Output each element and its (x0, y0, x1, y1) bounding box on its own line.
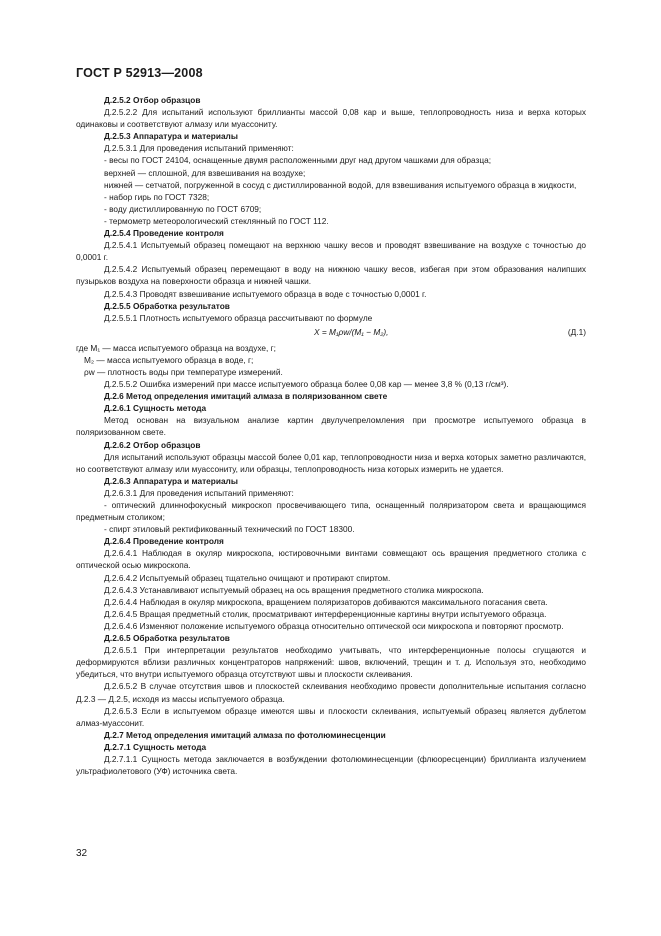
formula-expression: X = M₁ρw/(M₁ − M₂), (314, 326, 389, 337)
section-heading: Д.2.7 Метод определения имитаций алмаза по фотолюминесценции (104, 729, 386, 740)
section-heading: Д.2.6 Метод определения имитаций алмаза в поляризованном свете (104, 391, 388, 402)
paragraph: Д.2.6.4.2 Испытуемый образец тщательно очищают и протирают спиртом. (104, 572, 391, 583)
page-number: 32 (76, 848, 88, 859)
section-heading: Д.2.5.3 Аппаратура и материалы (104, 131, 238, 142)
document-body (76, 94, 586, 777)
section-heading: Д.2.6.1 Сущность метода (104, 403, 207, 414)
paragraph: - спирт этиловый ректификованный технический по ГОСТ 18300. (104, 524, 355, 535)
document-header: ГОСТ Р 52913—2008 (76, 66, 203, 80)
paragraph: Д.2.6.5.3 Если в испытуемом образце имеются швы и плоскости склеивания, испытуемый образец является дублетом алмаз-муассонит. (76, 705, 586, 728)
paragraph: где M₁ — масса испытуемого образца на воздухе, г; (76, 342, 276, 353)
paragraph: - воду дистиллированную по ГОСТ 6709; (104, 203, 262, 214)
paragraph: Д.2.5.2.2 Для испытаний используют бриллианты массой 0,08 кар и выше, теплопроводность низа и верха которых одинаковы и соответствуют алмазу или муассониту. (76, 107, 586, 130)
section-heading: Д.2.5.2 Отбор образцов (104, 95, 201, 105)
paragraph: Для испытаний используют образцы массой более 0,01 кар, теплопроводности низа и верха которых заметно различаются, но соответствуют алмазу или муассониту, или образцы, теплопроводность низа которых измерить не удается. (76, 451, 586, 474)
paragraph: Д.2.5.4.3 Проводят взвешивание испытуемого образца в воде с точностью 0,0001 г. (104, 288, 427, 299)
paragraph: - набор гирь по ГОСТ 7328; (104, 191, 210, 202)
paragraph: Д.2.5.4.2 Испытуемый образец перемещают в воду на нижнюю чашку весов, избегая при этом образования налипших пузырьков воздуха на поверхности образца и нижней чашки. (76, 264, 586, 287)
paragraph: нижней — сетчатой, погруженной в сосуд с дистиллированной водой, для взвешивания испытуемого образца в жидкости, (104, 179, 577, 190)
section-heading: Д.2.5.5 Обработка результатов (104, 300, 230, 311)
paragraph: Д.2.6.3.1 Для проведения испытаний применяют: (104, 487, 294, 498)
formula-number: (Д.1) (567, 326, 586, 337)
paragraph: Д.2.6.4.3 Устанавливают испытуемый образец на ось вращения предметного столика микроскопа. (104, 584, 484, 595)
paragraph: - термометр метеорологический стеклянный по ГОСТ 112. (104, 215, 329, 226)
paragraph: Д.2.5.4.1 Испытуемый образец помещают на верхнюю чашку весов и проводят взвешивание на воздухе с точностью до 0,0001 г. (76, 240, 586, 263)
paragraph: Д.2.6.4.5 Вращая предметный столик, просматривают интерференционные картины внутри испытуемого образца. (104, 608, 547, 619)
paragraph: Д.2.5.5.1 Плотность испытуемого образца рассчитывают по формуле (104, 312, 373, 323)
section-heading: Д.2.5.4 Проведение контроля (104, 228, 224, 239)
formula-d1 (76, 325, 586, 340)
paragraph: Д.2.5.5.2 Ошибка измерений при массе испытуемого образца более 0,08 кар — менее 3,8 % (0,13 г/см³). (104, 379, 509, 390)
paragraph: M₂ — масса испытуемого образца в воде, г; (84, 354, 254, 365)
paragraph: Д.2.7.1.1 Сущность метода заключается в возбуждении фотолюминесценции (флюоресценции) бриллианта излучением ультрафиолетового (УФ) источника света. (76, 753, 586, 777)
paragraph: Метод основан на визуальном анализе картин двулучепреломления при просмотре испытуемого образца в поляризованном свете. (76, 415, 586, 438)
paragraph: Д.2.6.5.2 В случае отсутствия швов и плоскостей склеивания необходимо провести дополнительные испытания согласно Д.2.3 — Д.2.5, исходя из массы испытуемого образца. (76, 681, 586, 704)
paragraph: ρw — плотность воды при температуре измерений. (84, 366, 283, 377)
paragraph: - оптический длиннофокусный микроскоп просвечивающего типа, оснащенный поляризатором света и вращающимся предметным столиком; (76, 500, 586, 523)
paragraph: Д.2.6.4.1 Наблюдая в окуляр микроскопа, юстировочными винтами совмещают ось вращения предметного столика с оптической осью микроскопа. (76, 548, 586, 571)
section-heading: Д.2.6.3 Аппаратура и материалы (104, 475, 238, 486)
section-heading: Д.2.6.5 Обработка результатов (104, 633, 230, 644)
paragraph: Д.2.5.3.1 Для проведения испытаний применяют: (104, 143, 294, 154)
section-heading: Д.2.6.2 Отбор образцов (104, 439, 201, 450)
paragraph: Д.2.6.4.4 Наблюдая в окуляр микроскопа, вращением поляризаторов добиваются максимального погасания света. (104, 596, 548, 607)
paragraph: Д.2.6.4.6 Изменяют положение испытуемого образца относительно оптической оси микроскопа и повторяют просмотр. (104, 620, 564, 631)
section-heading: Д.2.7.1 Сущность метода (104, 741, 207, 752)
paragraph: - весы по ГОСТ 24104, оснащенные двумя расположенными друг над другом чашками для образца; (104, 155, 492, 166)
section-heading: Д.2.6.4 Проведение контроля (104, 536, 224, 547)
paragraph: Д.2.6.5.1 При интерпретации результатов необходимо учитывать, что интерференционные полосы сгущаются и деформируются вблизи различных концентраторов напряжений: швов, включений, трещин и т. д. Используя это, необходимо убедиться, что внутри испытуемого образца отсутствуют швы и плоскости склеивания. (76, 645, 586, 680)
paragraph: верхней — сплошной, для взвешивания на воздухе; (104, 167, 306, 178)
